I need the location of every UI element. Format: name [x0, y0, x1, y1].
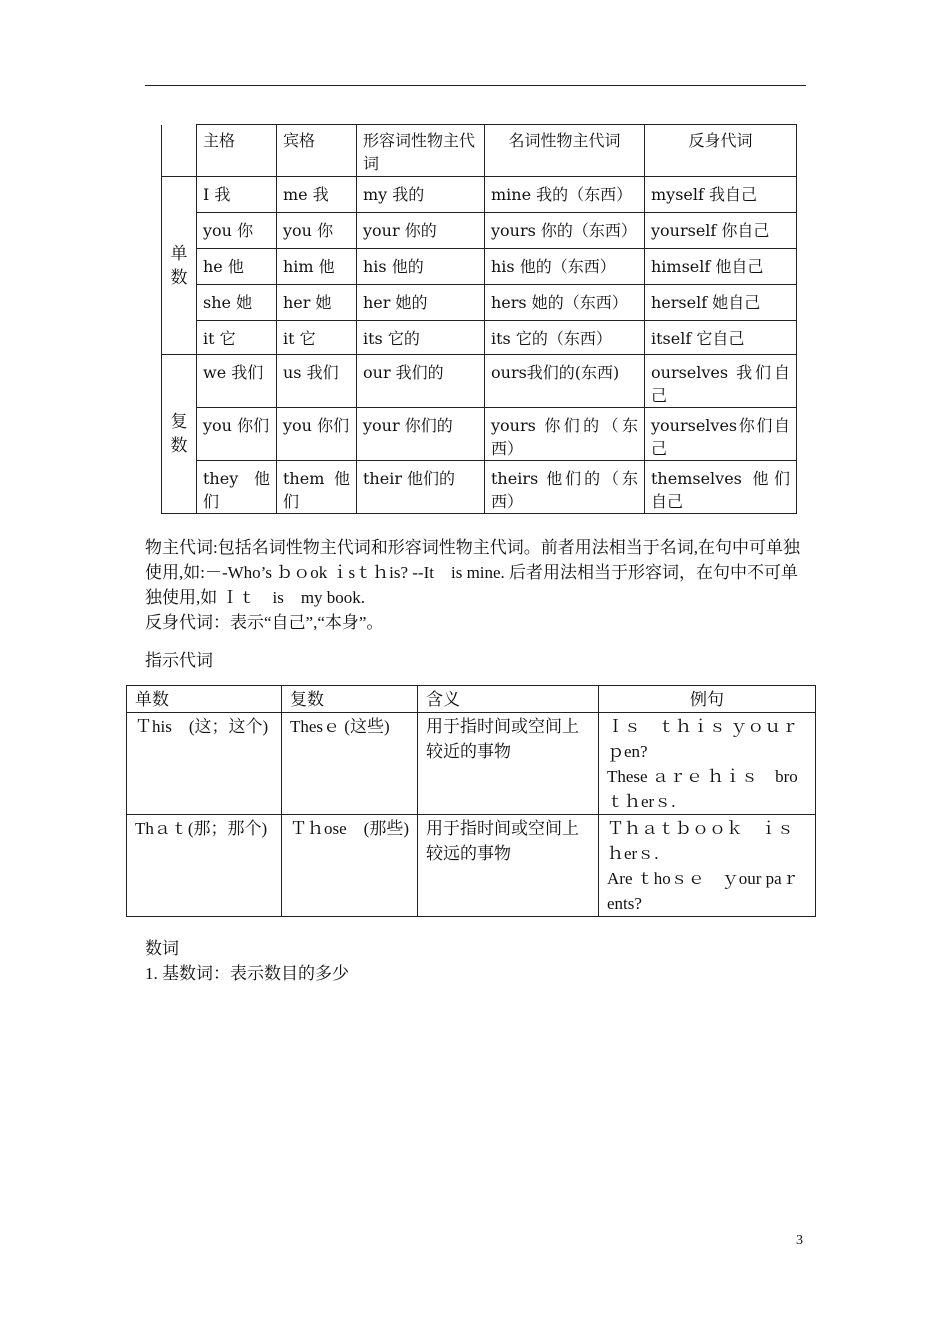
table-row	[162, 321, 797, 355]
table-row	[127, 713, 816, 815]
table-cell: Thａｔ(那；那个)	[127, 815, 282, 917]
table-row	[162, 177, 797, 213]
table-cell: we 我们	[197, 355, 277, 408]
table-cell: us 我们	[277, 355, 357, 408]
demonstrative-table	[126, 685, 816, 917]
table-cell: ourselves 我们自己	[645, 355, 797, 408]
table-row	[162, 213, 797, 249]
table-cell: me 我	[277, 177, 357, 213]
table-cell: themselves 他们自己	[645, 461, 797, 514]
table-cell: Ｔhis (这；这个)	[127, 713, 282, 815]
table-cell: yourself 你自己	[645, 213, 797, 249]
table-cell: he 他	[197, 249, 277, 285]
table-cell: yourselves你们自己	[645, 408, 797, 461]
possessive-paragraph	[145, 535, 810, 635]
numeral-item: 1. 基数词：表示数目的多少	[145, 964, 349, 983]
table-cell: him 他	[277, 249, 357, 285]
table-cell: you 你们	[197, 408, 277, 461]
table-row	[162, 285, 797, 321]
pronoun-table	[161, 124, 797, 514]
table-cell: yours 你们的（东西）	[485, 408, 645, 461]
demonstrative-header-row	[127, 686, 816, 713]
group-label-singular: 单数	[162, 177, 197, 355]
table-cell: 用于指时间或空间上较近的事物	[418, 713, 599, 815]
table-cell: they 他们	[197, 461, 277, 514]
table-cell: you 你们	[277, 408, 357, 461]
table-cell: his 他的（东西）	[485, 249, 645, 285]
table-cell: you 你	[277, 213, 357, 249]
header-nominative: 主格	[197, 125, 277, 177]
table-cell: himself 他自己	[645, 249, 797, 285]
table-cell: 用于指时间或空间上较远的事物	[418, 815, 599, 917]
header-rule	[145, 85, 806, 86]
table-cell: it 它	[277, 321, 357, 355]
header-adjective-possessive: 形容词性物主代词	[357, 125, 485, 177]
header-singular: 单数	[127, 686, 282, 713]
table-cell: your 你的	[357, 213, 485, 249]
numeral-heading: 数词	[145, 939, 179, 958]
table-cell: their 他们的	[357, 461, 485, 514]
header-meaning: 含义	[418, 686, 599, 713]
table-row	[162, 461, 797, 514]
pronoun-header-row	[162, 125, 797, 177]
table-cell: our 我们的	[357, 355, 485, 408]
table-cell: your 你们的	[357, 408, 485, 461]
table-cell: she 她	[197, 285, 277, 321]
page-number: 3	[796, 1233, 803, 1248]
table-cell: ours我们的(东西)	[485, 355, 645, 408]
example-cell	[599, 713, 816, 815]
group-label-plural: 复数	[162, 355, 197, 514]
table-cell: it 它	[197, 321, 277, 355]
table-cell: its 它的	[357, 321, 485, 355]
table-cell: itself 它自己	[645, 321, 797, 355]
table-corner	[162, 125, 197, 177]
example-sentence: Ｉｓ ｔｈｉｓ ｙｏｕｒ ｐen?	[607, 717, 816, 761]
table-cell: I 我	[197, 177, 277, 213]
table-cell: mine 我的（东西）	[485, 177, 645, 213]
example-cell	[599, 815, 816, 917]
table-cell: Ｔｈose (那些)	[282, 815, 418, 917]
table-cell: hers 她的（东西）	[485, 285, 645, 321]
table-cell: its 它的（东西）	[485, 321, 645, 355]
table-row	[127, 815, 816, 917]
reflexive-text: 反身代词：表示“自己”,“本身”。	[145, 613, 384, 632]
header-objective: 宾格	[277, 125, 357, 177]
table-cell: Thesｅ (这些)	[282, 713, 418, 815]
table-row	[162, 355, 797, 408]
table-cell: yours 你的（东西）	[485, 213, 645, 249]
header-example: 例句	[599, 686, 816, 713]
header-reflexive: 反身代词	[645, 125, 797, 177]
demonstrative-heading: 指示代词	[145, 651, 213, 670]
example-sentence: Are ｔhoｓｅ ｙour paｒents?	[607, 869, 799, 913]
table-cell: myself 我自己	[645, 177, 797, 213]
example-sentence: Ｔｈａｔｂｏｏｋ ｉｓｈerｓ.	[607, 819, 794, 863]
table-row	[162, 408, 797, 461]
table-cell: his 他的	[357, 249, 485, 285]
table-cell: you 你	[197, 213, 277, 249]
header-noun-possessive: 名词性物主代词	[485, 125, 645, 177]
numeral-section	[145, 936, 810, 986]
table-row	[162, 249, 797, 285]
table-cell: theirs 他们的（东西）	[485, 461, 645, 514]
table-cell: my 我的	[357, 177, 485, 213]
table-cell: her 她	[277, 285, 357, 321]
possessive-text: 物主代词:包括名词性物主代词和形容词性物主代词。前者用法相当于名词,在句中可单独使用,如:－-Who’s ｂｏok ｉsｔｈis? --It is mine. 后者用法相当于形容词，在句中不可单独使用,如 Ｉｔ is my book.	[145, 538, 800, 607]
example-sentence: These ａｒｅ ｈｉｓ broｔｈerｓ.	[607, 767, 798, 811]
table-cell: them 他们	[277, 461, 357, 514]
table-cell: her 她的	[357, 285, 485, 321]
table-cell: herself 她自己	[645, 285, 797, 321]
header-plural: 复数	[282, 686, 418, 713]
